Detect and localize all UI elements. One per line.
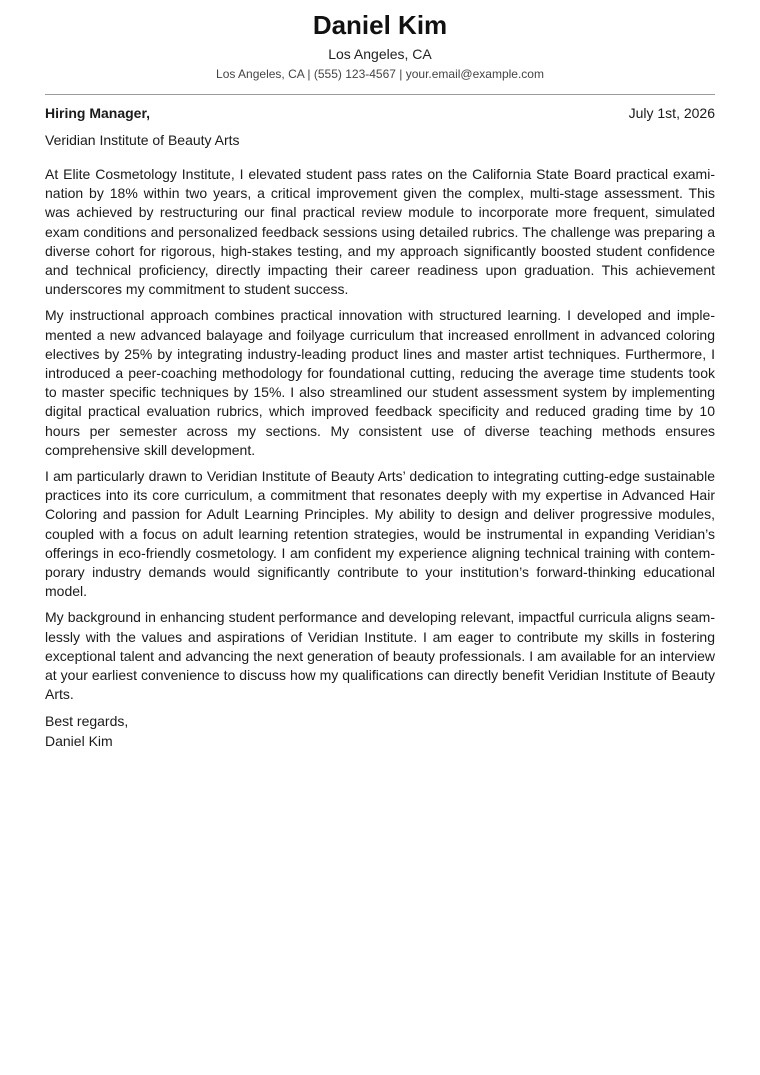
recipient-institution: Veridian Institute of Beauty Arts <box>45 132 240 148</box>
body-paragraph-4: My background in enhancing student performance and developing relevant, impactful curricula aligns seamlessly with the values and aspirations of Veridian Institute. I am eager to contribute my skills in fostering exceptional talent and advancing the next generation of beauty professionals. I am available for an interview at your earliest convenience to discuss how my qualifications can directly benefit Veridian Institute of Beauty Arts. <box>45 609 715 703</box>
closing-phrase: Best regards, <box>45 713 129 730</box>
recipient-salutation: Hiring Manager, <box>45 105 151 121</box>
recipient-date-row <box>45 104 715 123</box>
body-paragraph-2: My instructional approach combines practical innovation with structured learning. I developed and implemented a new advanced balayage and foilyage curriculum that increased enrollment in advanced coloring electives by 25% by integrating industry-leading product lines and master artist techniques. Furthermore, I introduced a peer-coaching methodology for foundational cutting, reducing the average time students took to master specific techniques by 15%. I also streamlined our student assessment system by implementing digital practical evaluation rubrics, which improved feedback specificity and reduced grading time by 10 hours per semester across my sections. My consistent use of diverse teaching methods ensures comprehensive skill development. <box>45 307 715 458</box>
signature-name: Daniel Kim <box>45 732 113 749</box>
sender-name: Daniel Kim <box>312 10 448 40</box>
letter-header <box>45 8 715 83</box>
sender-location: Los Angeles, CA <box>328 46 432 62</box>
letter-body <box>45 165 715 704</box>
letter-closing <box>45 712 715 750</box>
sender-contact-line: Los Angeles, CA | (555) 123-4567 | your.email@example.com <box>216 67 544 81</box>
body-paragraph-3: I am particularly drawn to Veridian Institute of Beauty Arts’ dedication to integrating cutting-edge sustainable practices into its core curriculum, a commitment that resonates deeply with my expertise in Advanced Hair Coloring and passion for Adult Learning Principles. My ability to design and deliver progressive modules, coupled with a focus on adult learning retention strategies, would be instrumental in expanding Veridian’s offerings in eco-friendly cosmetology. I am confident my experience aligning technical training with contemporary industry demands would significantly contribute to your institution’s forward-thinking educational model. <box>45 468 715 600</box>
body-paragraph-1: At Elite Cosmetology Institute, I elevated student pass rates on the California State Board practical examination by 18% within two years, a critical improvement given the complex, multi-stage assessment. This was achieved by restructuring our final practical review module to incorporate more frequent, simulated exam conditions and personalized feedback sessions using detailed rubrics. The challenge was preparing a diverse cohort for rigorous, high-stakes testing, and my approach significantly boosted student confidence and technical proficiency, directly impacting their career readiness upon graduation. This achievement underscores my commitment to student success. <box>45 166 715 298</box>
letter-date: July 1st, 2026 <box>628 105 715 121</box>
header-divider <box>45 94 715 95</box>
